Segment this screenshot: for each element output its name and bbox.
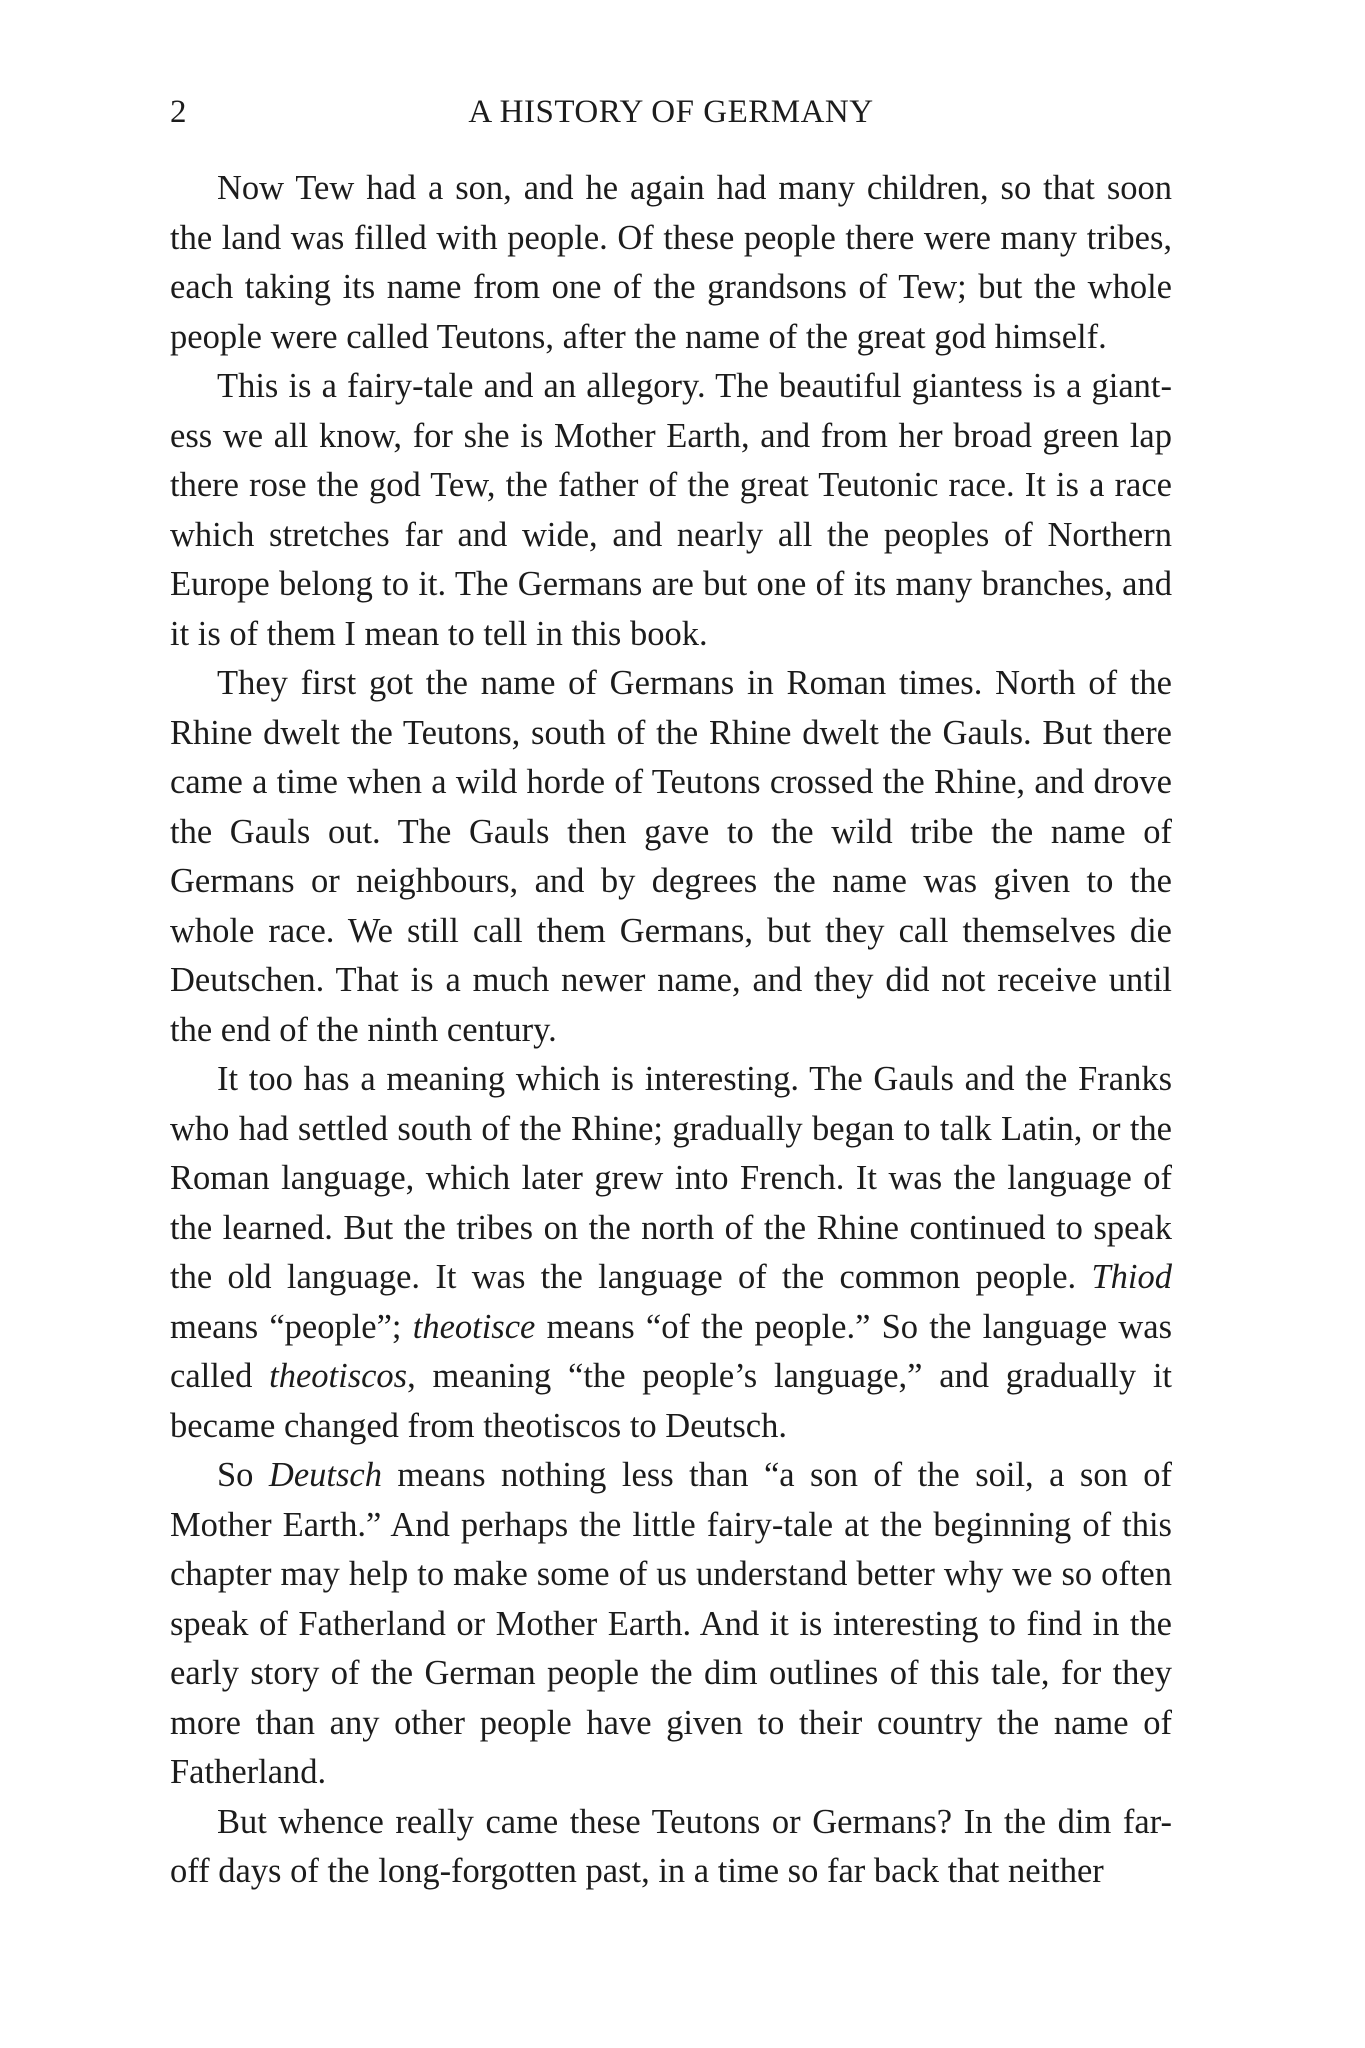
paragraph-2: This is a fairy-tale and an allegory. The beautiful giantess is a giantess we all know, for she is Mother Earth, and from her broad green lap there rose the god Tew, the father of the great Teutonic race. It is a race which stretches far and wide, and nearly all the peoples of Northern Europe belong to it. The Germans are but one of its many branches, and it is of them I mean to tell in this book. (170, 367, 1172, 653)
running-title: A HISTORY OF GERMANY (468, 94, 874, 130)
paragraph-4-text-c: means “of the people.” So the language was called (170, 1307, 1173, 1395)
paragraph-6: But whence really came these Teutons or Germans? In the dim far-off days of the long-forgotten past, in a time so far back that neither (170, 1802, 1172, 1890)
paragraph-4-text-b: means “people”; (170, 1307, 413, 1346)
term-deutsch: Deutsch (268, 1456, 382, 1494)
term-theotiscos: theotiscos (269, 1357, 408, 1395)
paragraph-4 (170, 1055, 1172, 1451)
paragraph-5 (170, 1451, 1172, 1798)
paragraph-5-text-a: So (217, 1456, 269, 1494)
paragraph-5-text-b: means nothing less than “a son of the soil, a son of Mother Earth.” And perhaps the little fairy-tale at the beginning of this chapter may help to make some of us understand better why we so often speak of Fatherland or Mother Earth. And it is interesting to find in the early story of the German people the dim outlines of this tale, for they more than any other people have given to their country the name of Fatherland. (170, 1456, 1173, 1791)
body-text (170, 164, 1172, 1897)
paragraph-4-text-a: It too has a meaning which is interesting. The Gauls and the Franks who had settled south of the Rhine; gradually began to talk Latin, or the Roman language, which later grew into French. It was the language of the learned. But the tribes on the north of the Rhine continued to speak the old language. It was the language of the common people. (170, 1060, 1172, 1296)
running-head (170, 90, 1172, 134)
paragraph-4-text-d: , meaning “the people’s language,” and gradually it became changed from theotiscos to Deutsch. (170, 1357, 1172, 1445)
term-theotisce: theotisce (412, 1307, 536, 1346)
paragraph-1: Now Tew had a son, and he again had many children, so that soon the land was filled with people. Of these people there were many tribes, each taking its name from one of the grandsons of Tew; but the whole people were called Teutons, after the name of the great god himself. (170, 169, 1172, 356)
paragraph-3: They first got the name of Germans in Roman times. North of the Rhine dwelt the Teutons, south of the Rhine dwelt the Gauls. But there came a time when a wild horde of Teutons crossed the Rhine, and drove the Gauls out. The Gauls then gave to the wild tribe the name of Germans or neighbours, and by degrees the name was given to the whole race. We still call them Germans, but they call themselves die Deutschen. That is a much newer name, and they did not receive until the end of the ninth century. (170, 664, 1172, 1049)
page-number: 2 (170, 94, 187, 130)
term-thiod: Thiod (1091, 1258, 1172, 1296)
